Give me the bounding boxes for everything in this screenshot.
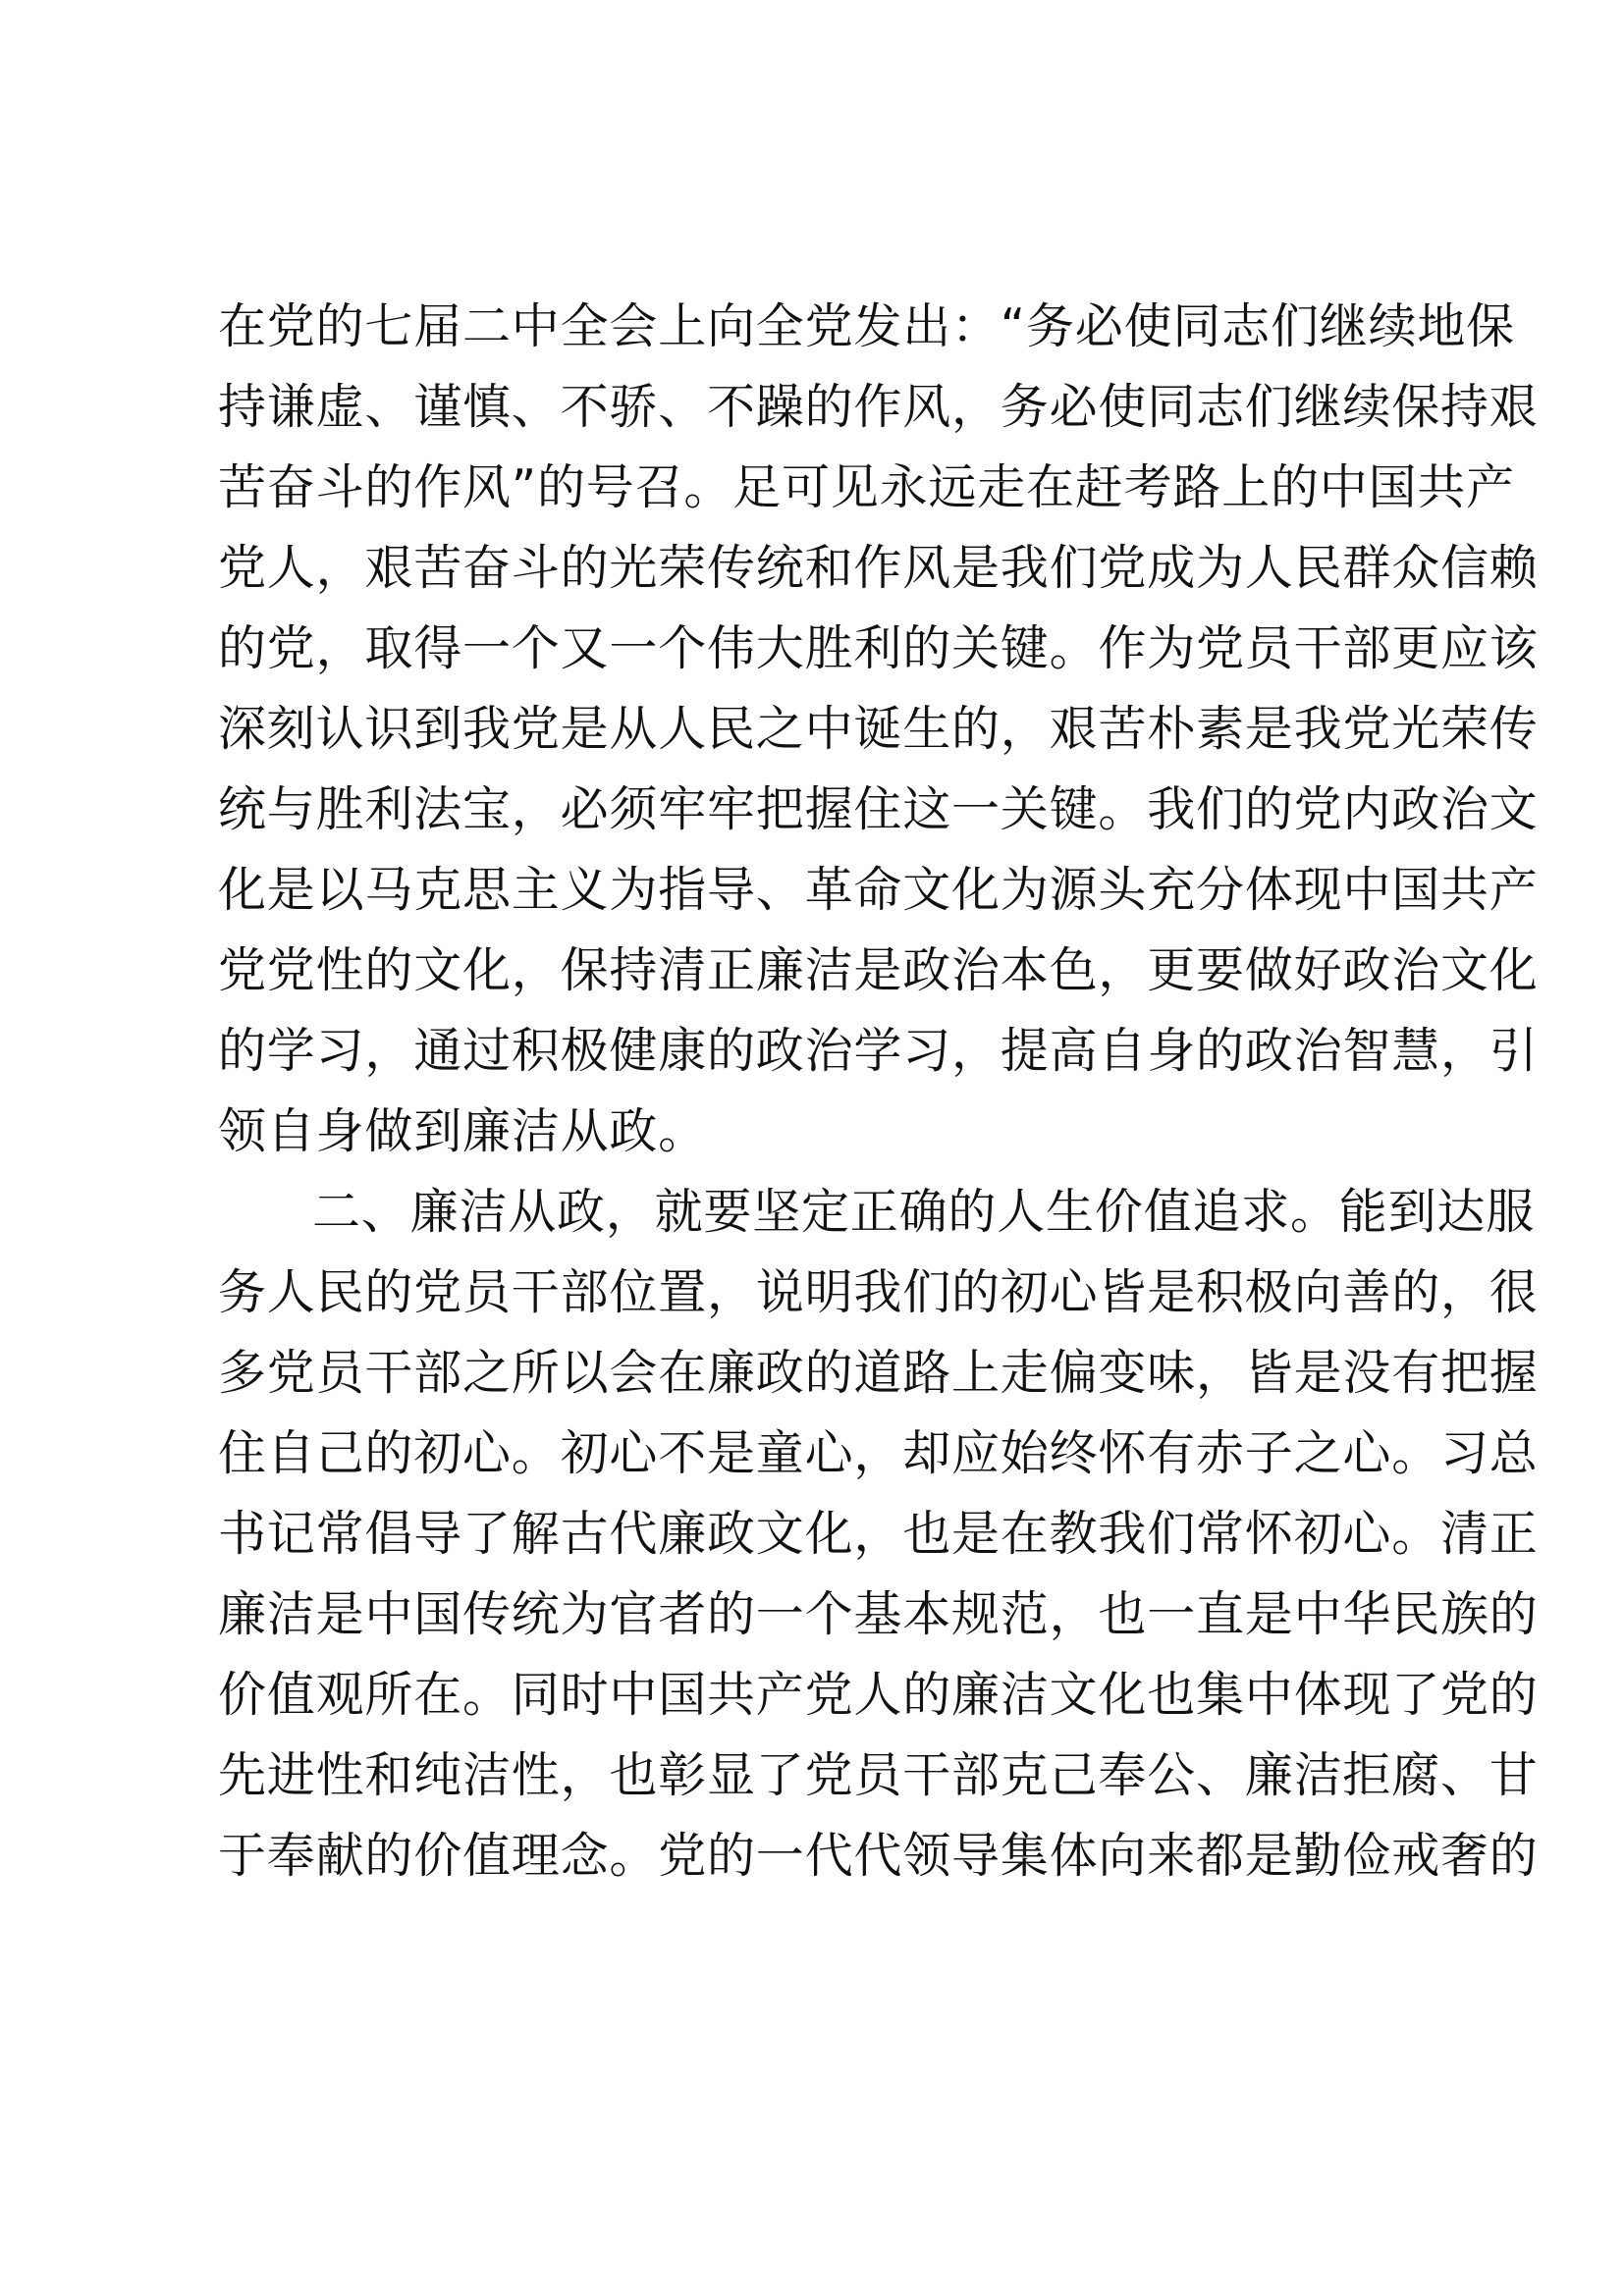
- paragraph-1-line: 的学习，通过积极健康的政治学习，提高自身的政治智慧，引: [218, 1023, 1539, 1079]
- paragraph-1-line: 的党，取得一个又一个伟大胜利的关键。作为党员干部更应该: [218, 620, 1539, 676]
- body-text: [218, 287, 1539, 1896]
- paragraph-1-line: 统与胜利法宝，必须牢牢把握住这一关键。我们的党内政治文: [218, 781, 1539, 837]
- paragraph-2-line: 价值观所在。同时中国共产党人的廉洁文化也集中体现了党的: [218, 1667, 1539, 1723]
- paragraph-2-line: 于奉献的价值理念。党的一代代领导集体向来都是勤俭戒奢的: [218, 1828, 1539, 1884]
- paragraph-1-line: 在党的七届二中全会上向全党发出：“务必使同志们继续地保: [218, 298, 1515, 354]
- paragraph-1-line: 持谦虚、谨慎、不骄、不躁的作风，务必使同志们继续保持艰: [218, 379, 1539, 435]
- paragraph-1-line: 党人，艰苦奋斗的光荣传统和作风是我们党成为人民群众信赖: [218, 540, 1539, 596]
- paragraph-2-line: 多党员干部之所以会在廉政的道路上走偏变味，皆是没有把握: [218, 1345, 1539, 1401]
- paragraph-1-line: 苦奋斗的作风”的号召。足可见永远走在赶考路上的中国共产: [218, 459, 1515, 515]
- paragraph-1-line: 党党性的文化，保持清正廉洁是政治本色，更要做好政治文化: [218, 942, 1539, 998]
- paragraph-2-line: 书记常倡导了解古代廉政文化，也是在教我们常怀初心。清正: [218, 1506, 1539, 1562]
- paragraph-2-first-line: 二、廉洁从政，就要坚定正确的人生价值追求。能到达服: [312, 1184, 1536, 1240]
- paragraph-2-line: 务人民的党员干部位置，说明我们的初心皆是积极向善的，很: [218, 1264, 1539, 1320]
- paragraph-1-line: 领自身做到廉洁从政。: [218, 1103, 708, 1159]
- paragraph-1-line: 深刻认识到我党是从人民之中诞生的，艰苦朴素是我党光荣传: [218, 701, 1539, 757]
- paragraph-1-line: 化是以马克思主义为指导、革命文化为源头充分体现中国共产: [218, 862, 1539, 918]
- paragraph-2-line: 廉洁是中国传统为官者的一个基本规范，也一直是中华民族的: [218, 1586, 1539, 1642]
- paragraph-2-line: 先进性和纯洁性，也彰显了党员干部克己奉公、廉洁拒腐、甘: [218, 1747, 1539, 1803]
- paragraph-2-line: 住自己的初心。初心不是童心，却应始终怀有赤子之心。习总: [218, 1425, 1539, 1481]
